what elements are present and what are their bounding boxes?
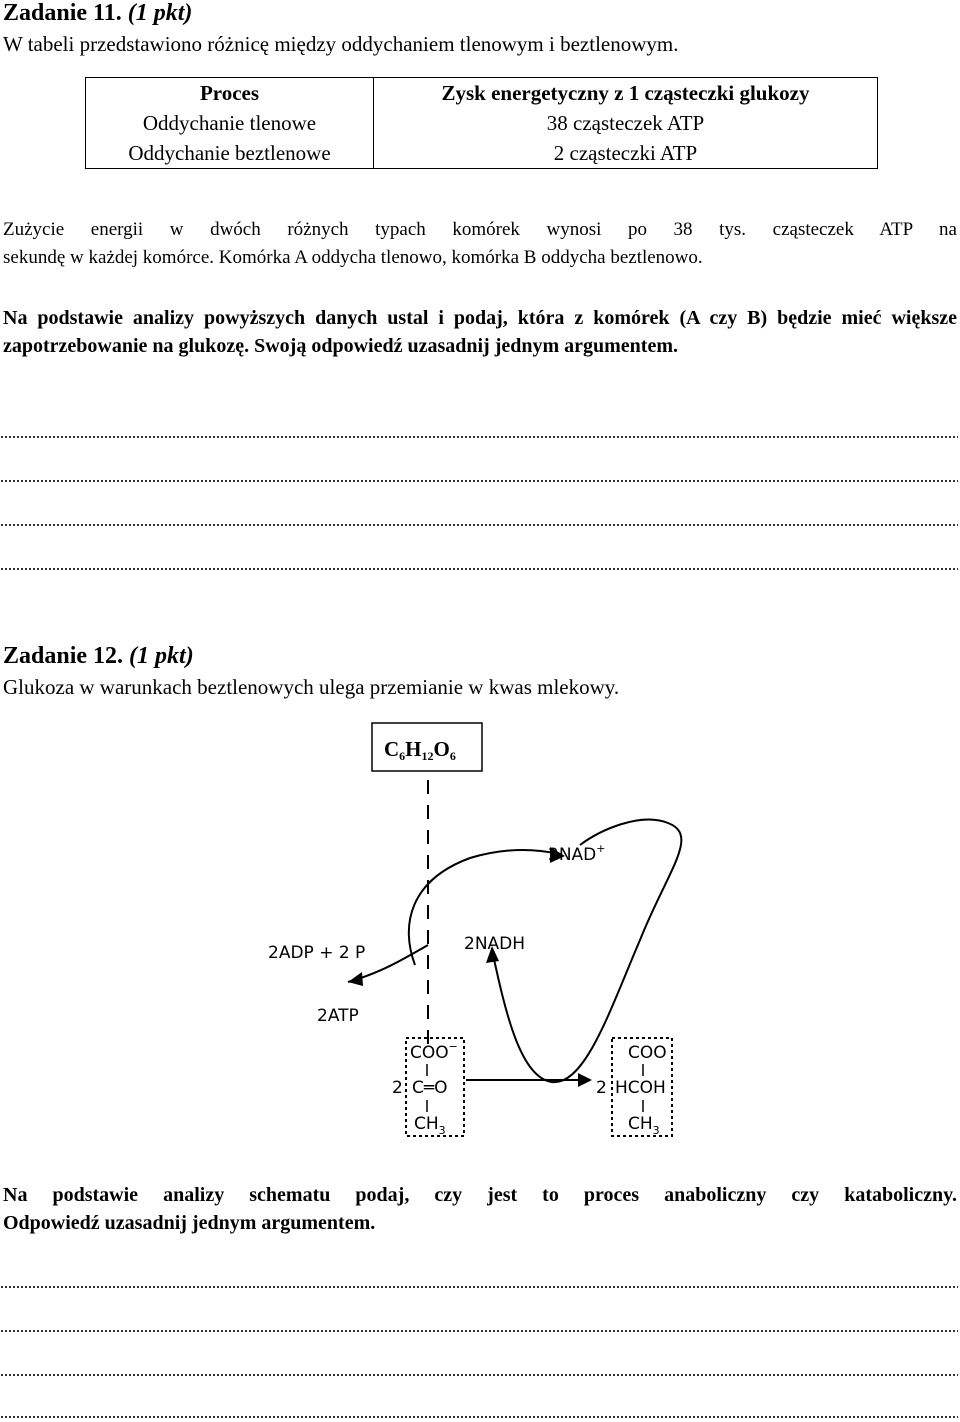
nad-label: 2NAD+ bbox=[548, 842, 606, 865]
table-header-row bbox=[86, 78, 878, 109]
answer-line[interactable] bbox=[0, 1372, 958, 1378]
answer-line[interactable] bbox=[0, 1284, 958, 1290]
task12-question-line1: Na podstawie analizy schematu podaj, czy jest to proces anaboliczny czy kataboliczny. bbox=[3, 1184, 957, 1206]
table-row bbox=[86, 108, 878, 138]
table-cell: Oddychanie tlenowe bbox=[86, 108, 374, 138]
task12-intro: Glukoza w warunkach beztlenowych ulega przemianie w kwas mlekowy. bbox=[3, 675, 620, 699]
task12-points: (1 pkt) bbox=[129, 643, 194, 669]
adp-label: 2ADP + 2 P bbox=[268, 943, 366, 963]
nadh-label: 2NADH bbox=[464, 934, 526, 954]
lactic-fermentation-diagram bbox=[0, 720, 960, 1150]
pyruvate-coefficient: 2 bbox=[392, 1078, 403, 1098]
lactate-mid: HCOH bbox=[615, 1078, 666, 1098]
task11-points: (1 pkt) bbox=[127, 0, 193, 26]
table-header-cell: Zysk energetyczny z 1 cząsteczki glukozy bbox=[374, 78, 878, 109]
lactate-coefficient: 2 bbox=[596, 1078, 607, 1098]
table-row bbox=[86, 138, 878, 169]
table-cell: 38 cząsteczek ATP bbox=[374, 108, 878, 138]
pyruvate-top: COO− bbox=[410, 1040, 458, 1063]
task11-title bbox=[3, 0, 192, 27]
lactate-top: COO bbox=[628, 1043, 667, 1063]
task12-question-line2: Odpowiedź uzasadnij jednym argumentem. bbox=[3, 1212, 376, 1234]
answer-line[interactable] bbox=[0, 522, 958, 528]
task12-title-number: Zadanie 12. bbox=[3, 643, 124, 669]
task11-para-line1: Zużycie energii w dwóch różnych typach komórek wynosi po 38 tys. cząsteczek ATP na bbox=[3, 219, 957, 240]
answer-line[interactable] bbox=[0, 566, 958, 572]
task12-title bbox=[3, 643, 194, 670]
task11-question: Na podstawie analizy powyższych danych ustal i podaj, która z komórek (A czy B) będzie mieć większe zapotrzebowanie na glukozę. Swoją odpowiedź uzasadnij jednym argumentem. bbox=[3, 307, 957, 357]
task11-intro: W tabeli przedstawiono różnicę między oddychaniem tlenowym i beztlenowym. bbox=[3, 32, 679, 56]
table-cell: Oddychanie beztlenowe bbox=[86, 138, 374, 169]
glucose-formula: C6H12O6 bbox=[384, 737, 456, 763]
conversion-arrowhead bbox=[578, 1073, 592, 1087]
atp-label: 2ATP bbox=[317, 1006, 359, 1026]
pyruvate-bottom: $CH_3$ bbox=[414, 1114, 446, 1137]
answer-line[interactable] bbox=[0, 1328, 958, 1334]
table-cell: 2 cząsteczki ATP bbox=[374, 138, 878, 169]
answer-line[interactable] bbox=[0, 434, 958, 440]
pyruvate-mid: C═O bbox=[412, 1078, 448, 1098]
table-header-cell: Proces bbox=[86, 78, 374, 109]
respiration-table bbox=[85, 77, 878, 169]
task11-para-line2: sekundę w każdej komórce. Komórka A oddycha tlenowo, komórka B oddycha beztlenowo. bbox=[3, 247, 703, 268]
answer-line[interactable] bbox=[0, 1414, 958, 1420]
answer-line[interactable] bbox=[0, 478, 958, 484]
task11-title-number: Zadanie 11. bbox=[3, 0, 122, 26]
lactate-bottom: $CH_3$ bbox=[628, 1114, 660, 1137]
atp-arrowhead bbox=[348, 972, 363, 986]
